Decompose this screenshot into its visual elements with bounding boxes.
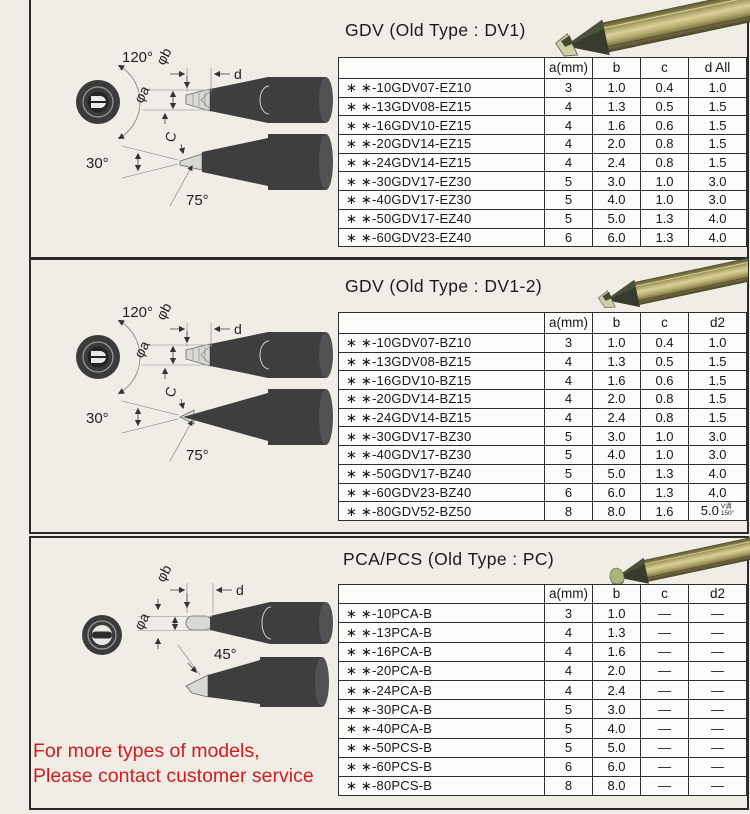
label-c: C (161, 129, 180, 144)
label-120deg: 120° (122, 49, 154, 66)
model-cell: ∗ ∗-13GDV08-BZ15 (339, 352, 545, 371)
value-cell: 6 (545, 228, 593, 247)
spec-table-pca (338, 584, 747, 796)
value-cell: 3.0 (689, 446, 747, 465)
value-cell: 0.8 (641, 153, 689, 172)
value-cell: 1.3 (641, 209, 689, 228)
note-line-2: Please contact customer service (33, 765, 314, 787)
value-cell: 2.4 (593, 680, 641, 699)
value-cell: 1.5 (689, 116, 747, 135)
value-cell: 1.0 (593, 334, 641, 353)
model-cell: ∗ ∗-40GDV17-BZ30 (339, 446, 545, 465)
table-row (339, 700, 747, 719)
model-cell: ∗ ∗-13PCA-B (339, 623, 545, 642)
spec-table-gdv-dv1-2 (338, 312, 747, 521)
value-cell: 0.5 (641, 352, 689, 371)
value-cell: 5 (545, 464, 593, 483)
value-cell: 3.0 (689, 427, 747, 446)
label-45deg: 45° (214, 646, 237, 663)
value-cell: 5.0 (593, 209, 641, 228)
tip-end-view (76, 80, 120, 124)
header-row (339, 58, 747, 79)
value-cell: 4.0 (689, 483, 747, 502)
value-cell: 4.0 (689, 464, 747, 483)
value-cell: 6.0 (593, 757, 641, 776)
column-header (339, 313, 545, 334)
value-cell: 1.5 (689, 135, 747, 154)
table-row (339, 642, 747, 661)
value-cell: 4 (545, 680, 593, 699)
label-phi-b: φb (152, 299, 175, 323)
column-header: d2 (689, 313, 747, 334)
value-cell: 0.8 (641, 390, 689, 409)
customer-service-note (33, 739, 314, 789)
model-cell: ∗ ∗-16PCA-B (339, 642, 545, 661)
value-cell: — (689, 700, 747, 719)
value-cell: 1.0 (641, 427, 689, 446)
value-cell: 5 (545, 738, 593, 757)
value-cell: — (689, 680, 747, 699)
value-cell: 1.3 (641, 483, 689, 502)
value-cell: 5 (545, 446, 593, 465)
table-row (339, 776, 747, 795)
table-row (339, 623, 747, 642)
table-row (339, 738, 747, 757)
value-cell: — (641, 757, 689, 776)
model-cell: ∗ ∗-24PCA-B (339, 680, 545, 699)
column-header: c (641, 313, 689, 334)
value-cell: 2.0 (593, 390, 641, 409)
value-cell: 6.0 (593, 483, 641, 502)
label-75deg: 75° (186, 192, 209, 209)
column-header: c (641, 58, 689, 79)
tip-side-view-bottom (180, 134, 333, 190)
model-cell: ∗ ∗-60GDV23-EZ40 (339, 228, 545, 247)
value-cell: 4.0 (689, 209, 747, 228)
model-cell: ∗ ∗-10PCA-B (339, 604, 545, 623)
table-row (339, 352, 747, 371)
value-cell: 5.0 (593, 464, 641, 483)
value-cell: 3.0 (689, 172, 747, 191)
value-cell: 4 (545, 135, 593, 154)
value-cell: 4 (545, 352, 593, 371)
table-row (339, 79, 747, 98)
value-cell: 1.5 (689, 352, 747, 371)
value-cell: 1.3 (593, 97, 641, 116)
value-cell: 4 (545, 116, 593, 135)
value-cell: 1.0 (641, 172, 689, 191)
label-30deg: 30° (86, 155, 109, 172)
value-cell: — (641, 738, 689, 757)
label-75deg: 75° (186, 447, 209, 464)
value-cell: — (641, 604, 689, 623)
section-title-pca-pcs: PCA/PCS (Old Type : PC) (343, 549, 555, 569)
value-cell: 1.0 (689, 334, 747, 353)
label-phi-b: φb (152, 561, 175, 585)
value-cell: — (689, 642, 747, 661)
value-cell: 4 (545, 623, 593, 642)
tip-diagram-gdv-dv1-2 (30, 297, 342, 513)
table-row (339, 680, 747, 699)
value-cell: 4 (545, 642, 593, 661)
label-c: C (161, 384, 180, 399)
value-cell: 1.6 (593, 116, 641, 135)
value-cell: 1.0 (593, 604, 641, 623)
value-cell: 4.0 (689, 228, 747, 247)
value-cell: 1.6 (641, 502, 689, 521)
label-phi-a: φa (130, 609, 153, 633)
value-cell: 1.5 (689, 371, 747, 390)
value-cell: — (689, 719, 747, 738)
value-cell: 3 (545, 334, 593, 353)
table-row (339, 153, 747, 172)
table-row (339, 661, 747, 680)
value-cell: 2.4 (593, 153, 641, 172)
value-cell: 4 (545, 390, 593, 409)
value-cell: 1.0 (641, 446, 689, 465)
model-cell: ∗ ∗-20PCA-B (339, 661, 545, 680)
tip-side-view-bottom (180, 389, 333, 445)
value-cell: 0.6 (641, 371, 689, 390)
value-cell: 8.0 (593, 502, 641, 521)
table-row (339, 483, 747, 502)
value-cell: — (641, 700, 689, 719)
tip-end-view (82, 615, 122, 655)
table-row (339, 191, 747, 210)
model-cell: ∗ ∗-60PCS-B (339, 757, 545, 776)
value-cell: 2.0 (593, 135, 641, 154)
table-row (339, 228, 747, 247)
note-line-1: For more types of models, (33, 740, 260, 762)
value-cell: 1.0 (689, 79, 747, 98)
value-cell: 6 (545, 483, 593, 502)
model-cell: ∗ ∗-20GDV14-EZ15 (339, 135, 545, 154)
table-row (339, 116, 747, 135)
tip-side-view-top (186, 332, 333, 378)
model-cell: ∗ ∗-24GDV14-BZ15 (339, 408, 545, 427)
model-cell: ∗ ∗-24GDV14-EZ15 (339, 153, 545, 172)
model-cell: ∗ ∗-16GDV10-EZ15 (339, 116, 545, 135)
value-cell: 0.8 (641, 408, 689, 427)
value-cell: — (689, 738, 747, 757)
value-cell: 4.0 (593, 446, 641, 465)
value-cell: 3.0 (593, 427, 641, 446)
spec-table-gdv-dv1 (338, 57, 747, 247)
tip-side-view-bottom (186, 657, 329, 707)
value-cell: — (689, 776, 747, 795)
label-phi-a: φa (130, 337, 153, 361)
value-cell: 3.0 (689, 191, 747, 210)
tip-photo-gdv-dv1 (550, 0, 750, 60)
model-cell: ∗ ∗-80PCS-B (339, 776, 545, 795)
table-row (339, 371, 747, 390)
table-row (339, 390, 747, 409)
table-row (339, 502, 747, 521)
model-cell: ∗ ∗-60GDV23-BZ40 (339, 483, 545, 502)
model-cell: ∗ ∗-13GDV08-EZ15 (339, 97, 545, 116)
value-cell: 8 (545, 502, 593, 521)
table-row (339, 719, 747, 738)
value-cell: — (641, 661, 689, 680)
label-30deg: 30° (86, 410, 109, 427)
table-row (339, 135, 747, 154)
value-cell: 0.4 (641, 79, 689, 98)
table-row (339, 172, 747, 191)
label-120deg: 120° (122, 304, 154, 321)
model-cell: ∗ ∗-30GDV17-BZ30 (339, 427, 545, 446)
tip-diagram-gdv-dv1 (30, 42, 342, 254)
column-header: b (593, 313, 641, 334)
value-cell: 1.3 (593, 352, 641, 371)
value-cell: 1.6 (593, 371, 641, 390)
label-phi-a: φa (130, 82, 153, 106)
model-cell: ∗ ∗-10GDV07-BZ10 (339, 334, 545, 353)
model-cell: ∗ ∗-20GDV14-BZ15 (339, 390, 545, 409)
column-header: b (593, 58, 641, 79)
value-cell: — (641, 719, 689, 738)
value-cell: — (689, 661, 747, 680)
value-cell: 5.0 V溝 150° (689, 502, 747, 521)
value-cell: 1.0 (641, 191, 689, 210)
value-cell: 1.5 (689, 153, 747, 172)
value-cell: 4 (545, 371, 593, 390)
value-cell: 0.4 (641, 334, 689, 353)
tip-end-view (76, 335, 120, 379)
model-cell: ∗ ∗-40PCA-B (339, 719, 545, 738)
model-cell: ∗ ∗-40GDV17-EZ30 (339, 191, 545, 210)
column-header: c (641, 585, 689, 604)
value-cell: 4.0 (593, 719, 641, 738)
value-cell: 2.4 (593, 408, 641, 427)
value-cell: 6 (545, 757, 593, 776)
value-cell: 1.3 (641, 228, 689, 247)
column-header: a(mm) (545, 585, 593, 604)
value-cell: 5.0 (593, 738, 641, 757)
table-row (339, 604, 747, 623)
value-cell: 0.8 (641, 135, 689, 154)
model-cell: ∗ ∗-16GDV10-BZ15 (339, 371, 545, 390)
value-cell: 4 (545, 408, 593, 427)
value-cell: 5 (545, 209, 593, 228)
header-row (339, 313, 747, 334)
value-cell: 5 (545, 172, 593, 191)
value-cell: 4 (545, 153, 593, 172)
value-cell: 4 (545, 97, 593, 116)
label-d: d (234, 321, 242, 337)
value-cell: — (641, 623, 689, 642)
label-d: d (234, 66, 242, 82)
value-cell: 0.6 (641, 116, 689, 135)
label-phi-b: φb (152, 44, 175, 68)
table-row (339, 446, 747, 465)
value-cell: 8 (545, 776, 593, 795)
section-title-gdv-dv1: GDV (Old Type : DV1) (345, 20, 526, 40)
tip-side-view-top (186, 77, 333, 123)
column-header: b (593, 585, 641, 604)
value-cell: 1.5 (689, 390, 747, 409)
table-row (339, 97, 747, 116)
value-cell: 1.5 (689, 408, 747, 427)
model-cell: ∗ ∗-80GDV52-BZ50 (339, 502, 545, 521)
model-cell: ∗ ∗-50GDV17-EZ40 (339, 209, 545, 228)
value-cell: 5 (545, 427, 593, 446)
value-cell: 1.5 (689, 97, 747, 116)
value-cell: 5 (545, 700, 593, 719)
value-cell: 5 (545, 191, 593, 210)
column-header: d2 (689, 585, 747, 604)
value-cell: — (689, 757, 747, 776)
column-header: d All (689, 58, 747, 79)
model-cell: ∗ ∗-30PCA-B (339, 700, 545, 719)
value-cell: 4 (545, 661, 593, 680)
header-row (339, 585, 747, 604)
value-cell: 3 (545, 79, 593, 98)
value-cell: — (641, 680, 689, 699)
column-header: a(mm) (545, 58, 593, 79)
value-cell: 1.3 (641, 464, 689, 483)
value-cell: — (689, 604, 747, 623)
value-cell: — (641, 642, 689, 661)
column-header: a(mm) (545, 313, 593, 334)
table-row (339, 427, 747, 446)
value-cell: 2.0 (593, 661, 641, 680)
value-cell: 5 (545, 719, 593, 738)
value-cell: 3.0 (593, 700, 641, 719)
value-cell: 8.0 (593, 776, 641, 795)
value-cell: 4.0 (593, 191, 641, 210)
tip-photo-gdv-dv1-2 (594, 257, 748, 317)
column-header (339, 585, 545, 604)
column-header (339, 58, 545, 79)
value-cell: 6.0 (593, 228, 641, 247)
value-cell: 3.0 (593, 172, 641, 191)
table-row (339, 464, 747, 483)
value-cell: 1.3 (593, 623, 641, 642)
value-cell: — (641, 776, 689, 795)
model-cell: ∗ ∗-10GDV07-EZ10 (339, 79, 545, 98)
model-cell: ∗ ∗-30GDV17-EZ30 (339, 172, 545, 191)
label-d: d (236, 582, 244, 598)
table-row (339, 209, 747, 228)
value-cell: 3 (545, 604, 593, 623)
value-cell: — (689, 623, 747, 642)
value-cell: 1.6 (593, 642, 641, 661)
cell-annotation: V溝 150° (720, 503, 735, 518)
model-cell: ∗ ∗-50PCS-B (339, 738, 545, 757)
value-cell: 1.0 (593, 79, 641, 98)
tip-side-view-top (186, 602, 333, 644)
table-row (339, 408, 747, 427)
table-row (339, 334, 747, 353)
value-cell: 0.5 (641, 97, 689, 116)
section-title-gdv-dv1-2: GDV (Old Type : DV1-2) (345, 276, 543, 296)
model-cell: ∗ ∗-50GDV17-BZ40 (339, 464, 545, 483)
table-row (339, 757, 747, 776)
